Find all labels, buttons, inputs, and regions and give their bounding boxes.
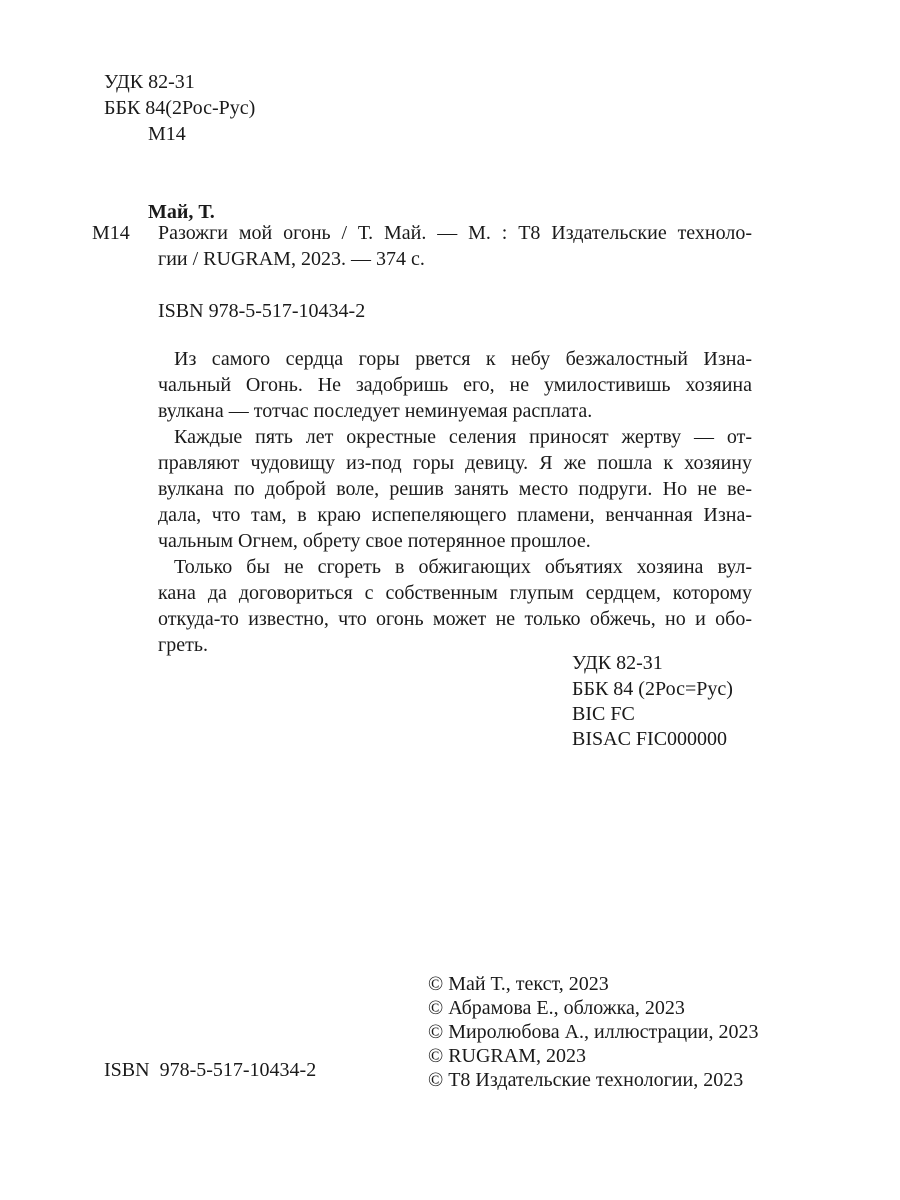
class-bisac: BISAC FIC000000	[572, 728, 728, 750]
annotation-line: чальным Огнем, обрету свое потерянное прошлое.	[158, 530, 591, 552]
annotation-line: Каждые пять лет окрестные селения приносят жертву — от-	[174, 426, 752, 448]
annotation-line: откуда-то известно, что огонь может не только обжечь, но и обо-	[158, 608, 752, 630]
annotation-line: чальный Огонь. Не задобришь его, не умилостивишь хозяина	[158, 374, 752, 396]
entry-title-line-2: гии / RUGRAM, 2023. — 374 с.	[158, 248, 425, 270]
header-author-mark: М14	[148, 123, 186, 145]
annotation-line: Из самого сердца горы рвется к небу безжалостный Изна-	[174, 348, 752, 370]
copyright-block	[428, 972, 758, 1092]
entry-isbn: ISBN 978-5-517-10434-2	[158, 300, 366, 322]
class-bbk: ББК 84 (2Рос=Рус)	[572, 678, 733, 700]
annotation-line: вулкана — тотчас последует неминуемая расплата.	[158, 400, 593, 422]
entry-author-mark: М14	[92, 222, 130, 244]
copyright-line: © RUGRAM, 2023	[428, 1045, 586, 1067]
annotation-line: кана да договориться с собственным глупым сердцем, которому	[158, 582, 752, 604]
annotation-line: дала, что там, в краю испепеляющего пламени, венчанная Изна-	[158, 504, 752, 526]
copyright-line: © Абрамова Е., обложка, 2023	[428, 997, 685, 1019]
copyright-line: © Т8 Издательские технологии, 2023	[428, 1069, 744, 1091]
class-udk: УДК 82-31	[572, 652, 663, 674]
annotation-line: греть.	[158, 634, 208, 656]
class-bic: BIC FC	[572, 703, 635, 725]
annotation-line: правляют чудовищу из-под горы девицу. Я же пошла к хозяину	[158, 452, 752, 474]
copyright-line: © Май Т., текст, 2023	[428, 973, 609, 995]
header-bbk: ББК 84(2Рос-Рус)	[104, 97, 256, 119]
header-udk: УДК 82-31	[104, 71, 195, 93]
annotation-line: вулкана по доброй воле, решив занять место подруги. Но не ве-	[158, 478, 752, 500]
footer-isbn: ISBN 978-5-517-10434-2	[104, 1059, 317, 1081]
entry-author: Май, Т.	[148, 201, 215, 223]
annotation-line: Только бы не сгореть в обжигающих объятиях хозяина вул-	[174, 556, 752, 578]
entry-title-line-1: Разожги мой огонь / Т. Май. — М. : Т8 Издательские техноло-	[158, 222, 752, 244]
copyright-line: © Миролюбова А., иллюстрации, 2023	[428, 1021, 759, 1043]
